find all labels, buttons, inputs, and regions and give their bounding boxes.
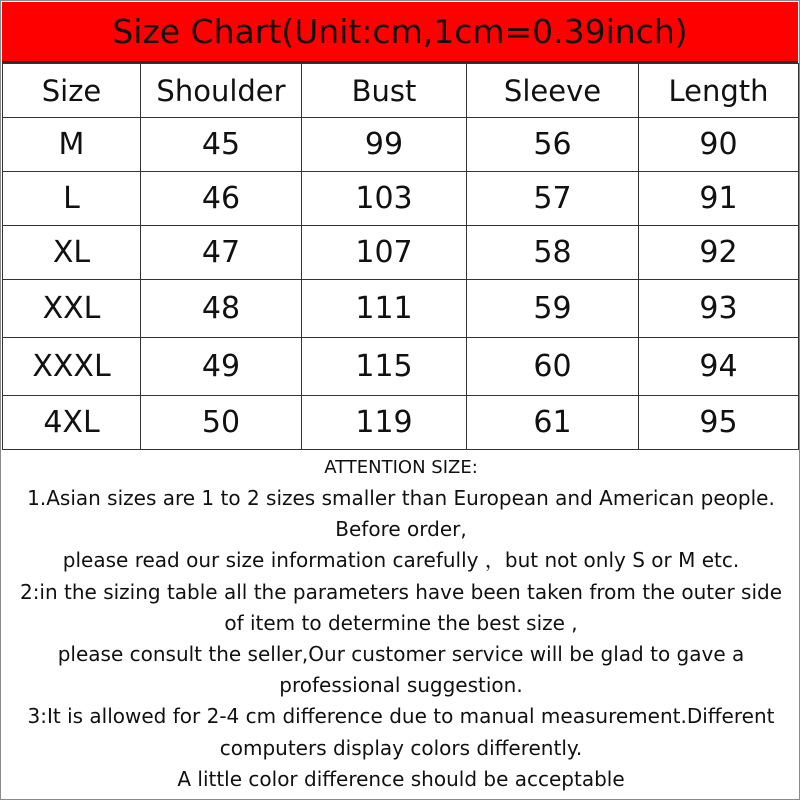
sleeve-cell: 59 (467, 280, 639, 338)
note-line: please read our size information carefully ，but not only S or M etc. (62, 548, 740, 573)
shoulder-cell: 48 (141, 280, 302, 338)
sleeve-cell: 57 (467, 172, 639, 226)
size-cell: XL (3, 226, 141, 280)
shoulder-cell: 47 (141, 226, 302, 280)
note-line: A little color difference should be acceptable (177, 766, 625, 791)
shoulder-cell: 50 (141, 396, 302, 450)
table-row (3, 226, 799, 280)
bust-cell: 107 (302, 226, 467, 280)
note-line: Before order, (335, 517, 467, 542)
table-row (3, 338, 799, 396)
header-sleeve: Sleeve (467, 64, 639, 118)
size-cell: XXXL (3, 338, 141, 396)
length-cell: 94 (639, 338, 799, 396)
length-cell: 92 (639, 226, 799, 280)
note-line: of item to determine the best size , (224, 610, 578, 635)
attention-heading: ATTENTION SIZE: (324, 457, 478, 478)
bust-cell: 111 (302, 280, 467, 338)
table-row (3, 172, 799, 226)
shoulder-cell: 46 (141, 172, 302, 226)
table-row (3, 280, 799, 338)
header-size: Size (3, 64, 141, 118)
size-cell: XXL (3, 280, 141, 338)
shoulder-cell: 45 (141, 118, 302, 172)
size-chart-title: Size Chart(Unit:cm,1cm=0.39inch) (2, 2, 798, 63)
header-shoulder: Shoulder (141, 64, 302, 118)
bust-cell: 99 (302, 118, 467, 172)
size-cell: L (3, 172, 141, 226)
size-cell: 4XL (3, 396, 141, 450)
length-cell: 90 (639, 118, 799, 172)
note-line: computers display colors differently. (219, 735, 583, 760)
note-line: please consult the seller,Our customer service will be glad to gave a (57, 642, 745, 667)
length-cell: 93 (639, 280, 799, 338)
sleeve-cell: 56 (467, 118, 639, 172)
size-cell: M (3, 118, 141, 172)
sleeve-cell: 60 (467, 338, 639, 396)
table-row (3, 118, 799, 172)
length-cell: 91 (639, 172, 799, 226)
size-table (2, 63, 799, 450)
header-length: Length (639, 64, 799, 118)
note-line: 3:It is allowed for 2-4 cm difference due to manual measurement.Different (27, 704, 775, 729)
sleeve-cell: 58 (467, 226, 639, 280)
header-bust: Bust (302, 64, 467, 118)
note-line: professional suggestion. (279, 673, 523, 698)
bust-cell: 115 (302, 338, 467, 396)
attention-notes (1, 453, 800, 795)
table-header-row (3, 64, 799, 118)
note-line: 1.Asian sizes are 1 to 2 sizes smaller than European and American people. (27, 486, 775, 510)
bust-cell: 119 (302, 396, 467, 450)
table-row (3, 396, 799, 450)
length-cell: 95 (639, 396, 799, 450)
shoulder-cell: 49 (141, 338, 302, 396)
note-line: 2:in the sizing table all the parameters have been taken from the outer side (19, 579, 783, 604)
bust-cell: 103 (302, 172, 467, 226)
sleeve-cell: 61 (467, 396, 639, 450)
